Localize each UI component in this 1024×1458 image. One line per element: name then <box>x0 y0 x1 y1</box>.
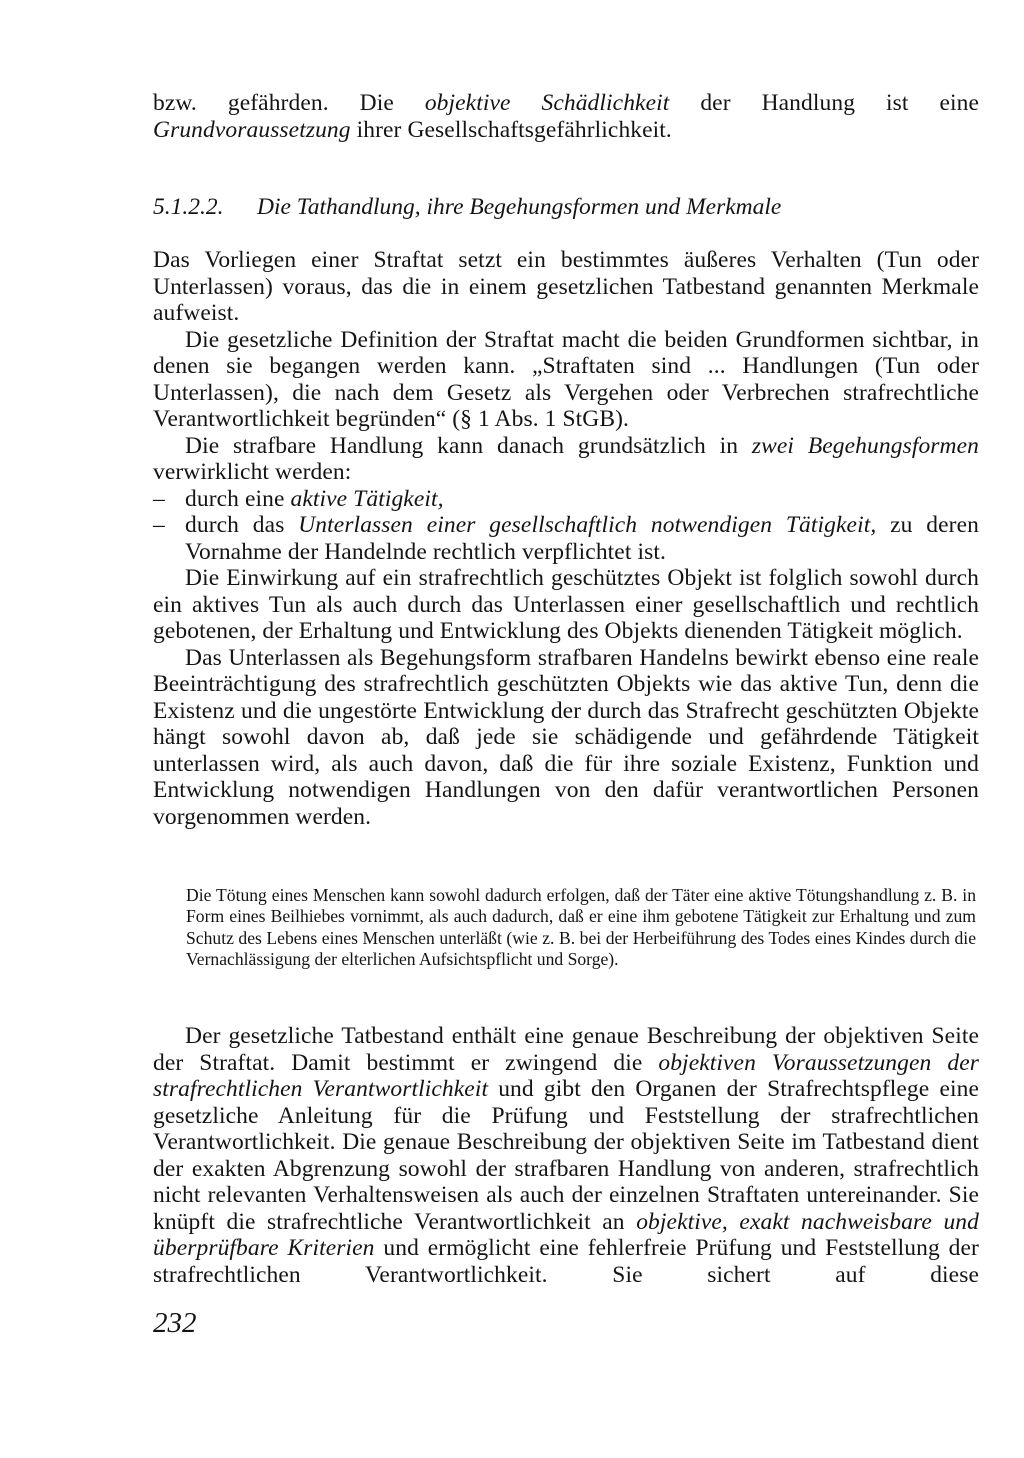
paragraph-4: Die Einwirkung auf ein strafrechtlich geschütztes Objekt ist folglich sowohl durch ein aktives Tun als auch durch das Unterlassen einer gesellschaftlich und rechtlich gebotenen, der Erhaltung und Entwicklung des Objekts dienenden Tätigkeit möglich. <box>153 565 979 644</box>
bottom-paragraph: Der gesetzliche Tatbestand enthält eine genaue Beschreibung der objektiven Seite der Straftat. Damit bestimmt er zwingend die objektiven Voraussetzungen der strafrechtlichen Verantwortlichkeit und gibt den Organen der Strafrechtspflege eine gesetzliche Anleitung für die Prüfung und Feststellung der strafrechtlichen Verantwortlichkeit. Die genaue Beschreibung der objektiven Seite im Tatbestand dient der exakten Abgrenzung sowohl der strafbaren Handlung von anderen, strafrechtlich nicht relevanten Verhaltensweisen als auch der einzelnen Straftaten untereinander. Sie knüpft die strafrechtliche Verantwortlichkeit an objektive, exakt nachweisbare und überprüfbare Kriterien und ermöglicht eine fehlerfreie Prüfung und Feststellung der strafrechtlichen Verantwortlichkeit. Sie sichert auf diese <box>153 1023 980 1288</box>
dash-marker: – <box>153 512 165 538</box>
paragraph-5: Das Unterlassen als Begehungsform strafbaren Handelns bewirkt ebenso eine reale Beeinträchtigung des strafrechtlich geschützten Objekts wie das aktive Tun, denn die Existenz und die ungestörte Entwicklung der durch das Strafrecht geschützten Objekte hängt sowohl davon ab, daß jede sie schädigende und gefährdende Tätigkeit unterlassen wird, als auch davon, daß die für ihre soziale Existenz, Funktion und Entwicklung notwendigen Handlungen von den dafür verantwortlichen Personen vorgenommen werden. <box>153 644 979 830</box>
main-body <box>153 247 979 830</box>
section-title: Die Tathandlung, ihre Begehungsformen und Merkmale <box>257 194 782 220</box>
paragraph-3: Die strafbare Handlung kann danach grundsätzlich in zwei Begehungsformen verwirklicht werden: <box>153 432 980 485</box>
paragraph-1: Das Vorliegen einer Straftat setzt ein bestimmtes äußeres Verhalten (Tun oder Unterlassen) voraus, das die in einem gesetzlichen Tatbestand genannten Merkmale aufweist. <box>153 247 979 326</box>
section-heading <box>153 193 979 221</box>
example-note: Die Tötung eines Menschen kann sowohl dadurch erfolgen, daß der Täter eine aktive Tötungshandlung z. B. in Form eines Beilhiebes vornimmt, als auch dadurch, daß er eine ihm gebotene Tätigkeit zur Erhaltung und zum Schutz des Lebens eines Menschen unterläßt (wie z. B. bei der Herbeiführung des Todes eines Kindes durch die Vernachlässigung der elterlichen Aufsichtspflicht und Sorge). <box>186 885 976 969</box>
top-paragraph: bzw. gefährden. Die objektive Schädlichkeit der Handlung ist eine Grundvoraussetzung ihrer Gesellschaftsgefährlichkeit. <box>153 90 980 143</box>
emphasis: zwei Begehungsformen <box>751 432 980 459</box>
begehungsformen-list <box>153 486 979 566</box>
section-number: 5.1.2.2. <box>153 194 224 220</box>
emphasis: objektive, exakt nachweisbare und überprüfbare Kriterien <box>153 1208 979 1261</box>
list-item: – durch eine aktive Tätigkeit, <box>153 485 444 512</box>
emphasis: Unterlassen einer gesellschaftlich notwendigen Tätigkeit, <box>298 512 877 538</box>
emphasis: objektiven Voraussetzungen der strafrechtlichen Verantwortlichkeit <box>153 1049 980 1102</box>
emphasis: objektive Schädlichkeit <box>424 90 670 116</box>
page-number: 232 <box>153 1307 197 1339</box>
emphasis: aktive Tätigkeit, <box>290 485 444 512</box>
paragraph-2: Die gesetzliche Definition der Straftat macht die beiden Grundformen sichtbar, in denen sie begangen werden kann. „Straftaten sind ... Handlungen (Tun oder Unterlassen), die nach dem Gesetz als Vergehen oder Verbrechen strafrechtliche Verantwortlichkeit begründen“ (§ 1 Abs. 1 StGB). <box>153 326 979 432</box>
list-item: – durch das Unterlassen einer gesellschaftlich notwendigen Tätigkeit, zu deren Vornahme der Handelnde rechtlich verpflichtet ist. <box>153 512 979 565</box>
dash-marker: – <box>153 485 165 512</box>
emphasis: Grundvoraussetzung <box>153 116 351 143</box>
